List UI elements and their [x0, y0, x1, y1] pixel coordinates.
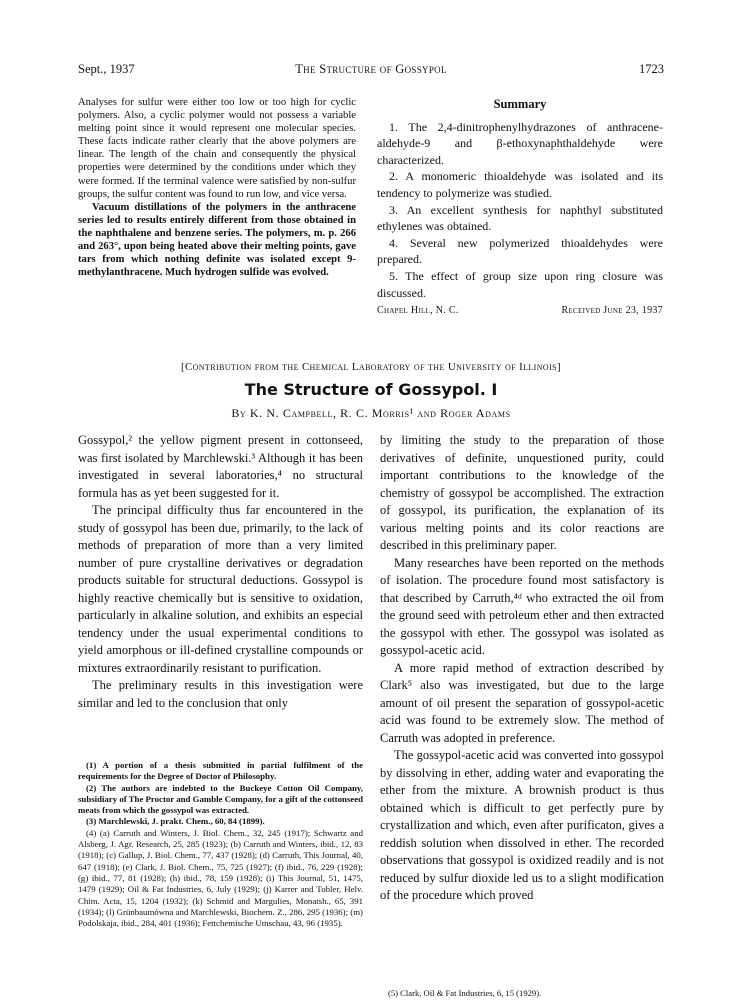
header-page-number: 1723 — [639, 62, 664, 76]
body-column-right — [380, 432, 664, 905]
summary-section — [377, 96, 663, 320]
signature-line — [377, 303, 663, 320]
body-column-left — [78, 432, 363, 712]
paragraph: Many researches have been reported on the methods of isolation. The procedure found most satisfactory is that described by Carruth,⁴ᵈ who extracted the oil from the ground seed with petroleum ether and then extracted the gossypol with ether. The gossypol was isolated as gossypol-acetic acid. — [380, 555, 664, 657]
article-authors: By K. N. Campbell, R. C. Morris¹ and Roger Adams — [231, 406, 511, 420]
footnote: (4) (a) Carruth and Winters, J. Biol. Chem., 32, 245 (1917); Schwartz and Alsberg, J. Agr. Research, 25, 285 (1923); (b) Carruth and Winters, ibid., 12, 83 (1918); (c) Gallup, J. Biol. Chem., 77, 437 (1928); (d) Carruth, This Journal, 40, 647 (1918); (e) Clark, J. Biol. Chem., 75, 725 (1927); (f) ibid., 76, 229 (1928); (g) ibid., 77, 81 (1928); (h) ibid., 78, 159 (1928); (i) This Journal, 51, 1475, 1479 (1929); Oil & Fat Industries, 6, July (1929); (j) Karrer and Tobler, Helv. Chim. Acta, 15, 1204 (1932); (k) Schmid and Margulies, Monatsh., 65, 391 (1934); (l) Grünbaumówna and Marchlewski, Biochem. Z., 286, 295 (1936); (m) Podolskaja, ibid., 284, 401 (1936); Fettchemische Umschau, 43, 96 (1935). — [78, 827, 363, 929]
summary-item: 2. A monomeric thioaldehyde was isolated and its tendency to polymerize was studied. — [377, 169, 663, 200]
summary-title: Summary — [493, 97, 547, 111]
summary-item: 4. Several new polymerized thioaldehydes were prepared. — [377, 235, 663, 267]
footnote: (2) The authors are indebted to the Buckeye Cotton Oil Company, subsidiary of The Proctor and Gamble Company, for a gift of the cottonseed meats from which the gossypol was extracted. — [78, 782, 364, 816]
header-running-title: The Structure of Gossypol — [295, 62, 447, 76]
contribution-line: [Contribution from the Chemical Laboratory of the University of Illinois] — [180, 361, 562, 373]
footnote: (5) Clark, Oil & Fat Industries, 6, 15 (1929). — [388, 988, 542, 998]
summary-list — [377, 119, 663, 302]
paragraph: A more rapid method of extraction described by Clark⁵ also was investigated, but due to the large amount of oil present the separation of gossypol-acetic acid was found to be extremely slow. The method of Carruth was adopted in preference. — [380, 660, 664, 745]
paragraph: Analyses for sulfur were either too low or too high for cyclic polymers. Also, a cyclic polymer would not possess a variable melting point since it would represent one molecular species. These facts indicate rather clearly that the above polymers are linear. The length of the chain and consequently the physical properties were determined by the conditions under which they were formed. If the terminal valence were satisfied by non-sulfur groups, the sulfur content was found to run low, and vice versa. — [78, 97, 356, 200]
paragraph: The principal difficulty thus far encountered in the study of gossypol has been due, primarily, to the lack of methods of preparation of more than a very limited number of pure crystalline derivatives or degradation products suitable for structural deductions. Gossypol is highly reactive chemically but is sensitive to oxidation, particularly in alkaline solution, and exhibits an especial tendency under the usual experimental conditions to yield amorphous or ill-defined crystalline compounds or mixtures extraordinarily resistant to purification. — [78, 503, 363, 675]
summary-item: 5. The effect of group size upon ring closure was discussed. — [377, 268, 663, 300]
paragraph: The gossypol-acetic acid was converted into gossypol by dissolving in ether, adding water and evaporating the ether from the mixture. A brownish product is thus obtained which is difficult to get perfectly pure by crystallization and which, even after purificaton, gives a reddish solution when dissolved in ether. The recorded observations that gossypol is oxidized readily and is not reduced by sulfur dioxide led us to a slight modification of the procedure which proved — [380, 748, 664, 902]
summary-item: 1. The 2,4-dinitrophenylhydrazones of anthracene-aldehyde-9 and β-ethoxynaphthaldehyde were characterized. — [377, 119, 663, 167]
paragraph: The preliminary results in this investigation were similar and led to the conclusion that only — [78, 678, 363, 710]
place: Chapel Hill, N. C. — [377, 305, 459, 317]
paragraph: Gossypol,² the yellow pigment present in cottonseed, was first isolated by Marchlewski.³ Although it has been investigated in several laboratories,⁴ no structural formula has as yet been suggested for it. — [78, 433, 363, 500]
paragraph: by limiting the study to the preparation of those derivatives of definite, unquestioned purity, could important contributions to the knowledge of the chemistry of gossypol be accomplished. The extraction of gossypol, its purification, the explanation of its various melting points and its color reactions are described in this preliminary paper. — [380, 433, 664, 552]
footnote: (3) Marchlewski, J. prakt. Chem., 60, 84 (1899). — [86, 816, 265, 827]
footnotes — [78, 760, 363, 929]
footnote: (1) A portion of a thesis submitted in partial fulfilment of the requirements for the Degree of Doctor of Philosophy. — [78, 760, 363, 782]
article-title: The Structure of Gossypol. I — [244, 380, 498, 399]
header-date: Sept., 1937 — [78, 62, 135, 76]
page-header — [78, 62, 664, 80]
paragraph: Vacuum distillations of the polymers in the anthracene series led to results entirely different from those obtained in the naphthalene and benzene series. The polymers, m. p. 266 and 263°, upon being heated above their melting points, gave tars from which nothing definite was isolated except 9-methylanthracene. Much hydrogen sulfide was evolved. — [78, 201, 356, 279]
summary-item: 3. An excellent synthesis for naphthyl substituted ethylenes was obtained. — [377, 202, 663, 234]
received-date: Received June 23, 1937 — [561, 305, 663, 317]
previous-article-conclusion — [78, 96, 356, 279]
